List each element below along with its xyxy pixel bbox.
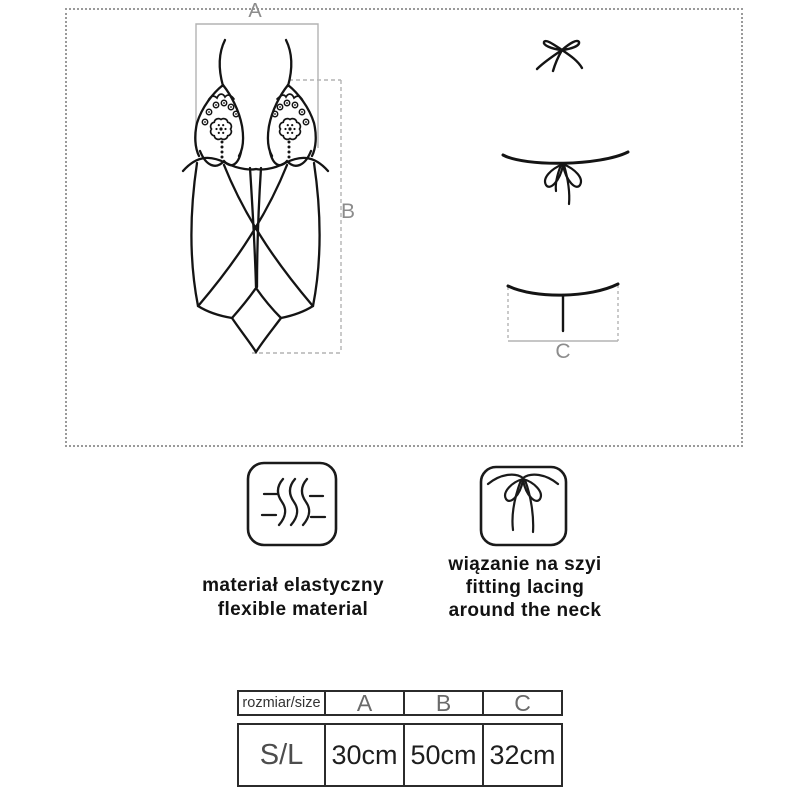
cup-scallop-trim	[208, 94, 303, 101]
cell-value-a: 30cm	[324, 725, 403, 785]
right-strap	[286, 40, 291, 86]
neck-lacing-caption	[425, 553, 625, 622]
right-side-strap	[313, 163, 320, 306]
cup-decorations	[202, 100, 308, 158]
caption-line: around the neck	[448, 600, 602, 621]
left-side-strap	[192, 163, 199, 306]
neckline-bow-diagram	[503, 152, 628, 204]
size-table-header	[237, 690, 563, 716]
cell-value-c: 32cm	[482, 725, 561, 785]
width-c-diagram	[508, 284, 618, 331]
big-flower-dots	[215, 124, 295, 159]
cell-size: S/L	[259, 738, 304, 771]
mini-diagrams	[503, 41, 628, 331]
header-cell-size: rozmiar/size	[242, 695, 321, 711]
header-cell-b: B	[403, 692, 482, 714]
cross-strap-left	[224, 165, 312, 305]
size-table-row	[237, 723, 563, 787]
header-cell-c: C	[482, 692, 561, 714]
caption-line: materiał elastyczny	[202, 575, 384, 596]
left-strap	[220, 40, 225, 86]
cell-value-b: 50cm	[403, 725, 482, 785]
caption-line: fitting lacing	[465, 577, 585, 598]
center-strap-right	[257, 168, 261, 287]
caption-line: wiązanie na szyi	[448, 554, 602, 575]
neck-lacing-icon	[479, 465, 568, 547]
left-hip	[198, 306, 232, 318]
elastic-material-icon	[246, 461, 338, 547]
right-hip	[281, 306, 313, 318]
small-flower-centers	[204, 102, 307, 123]
neck-tie-bow-diagram	[537, 41, 582, 71]
header-cell-a: A	[324, 692, 403, 714]
label-b: B	[340, 200, 356, 223]
icon-border	[248, 463, 336, 545]
cross-strap-right	[199, 165, 287, 305]
label-a: A	[248, 0, 262, 22]
caption-line: flexible material	[217, 599, 369, 620]
bodysuit-drawing	[183, 40, 328, 352]
small-flowers	[202, 100, 308, 124]
crotch-diamond	[232, 288, 281, 352]
big-flowers	[211, 119, 301, 140]
elastic-material-caption	[193, 574, 393, 622]
label-c: C	[555, 340, 571, 363]
